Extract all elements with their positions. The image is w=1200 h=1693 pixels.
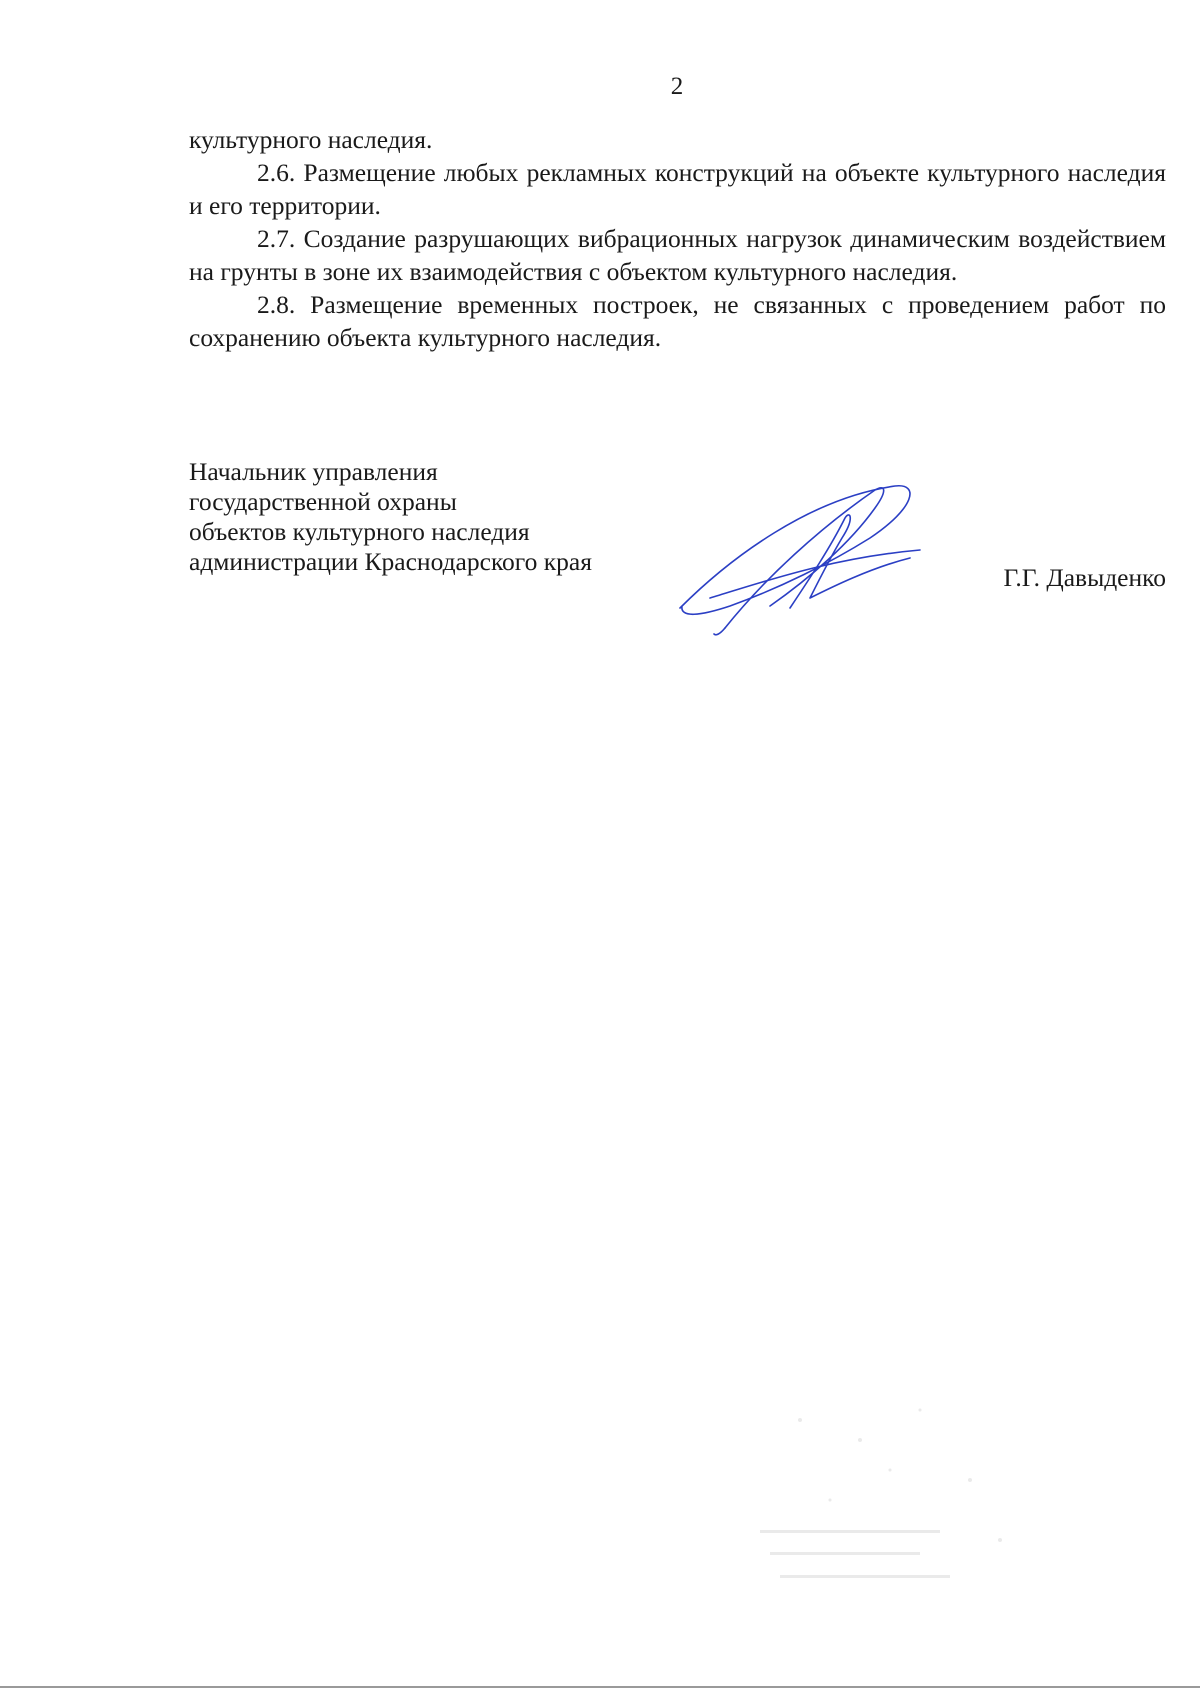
signature-stroke xyxy=(790,515,910,608)
scan-edge-line xyxy=(0,1686,1200,1688)
signature-stroke xyxy=(680,486,910,615)
position-line: Начальник управления xyxy=(189,457,438,486)
page-number: 2 xyxy=(670,73,684,100)
position-line: объектов культурного наследия xyxy=(189,517,530,546)
document-body xyxy=(189,123,1166,354)
position-line: государственной охраны xyxy=(189,487,457,516)
signature-stroke xyxy=(714,628,725,635)
signatory-name: Г.Г. Давыденко xyxy=(1003,563,1166,592)
position-line: администрации Краснодарского края xyxy=(189,547,592,576)
handwritten-signature xyxy=(670,478,930,638)
paragraph-continuation: культурного наследия. xyxy=(189,125,433,154)
signature-stroke xyxy=(710,550,920,598)
paragraph-item-2-8: 2.8. Размещение временных построек, не связанных с проведением работ по сохранению объекта культурного наследия. xyxy=(189,290,1166,352)
paragraph-item-2-6: 2.6. Размещение любых рекламных конструкций на объекте культурного наследия и его территории. xyxy=(189,158,1166,220)
paragraph-item-2-7: 2.7. Создание разрушающих вибрационных нагрузок динамическим воздействием на грунты в зоне их взаимодействия с объектом культурного наследия. xyxy=(189,224,1166,286)
faint-stamp-imprint xyxy=(740,1380,1060,1610)
